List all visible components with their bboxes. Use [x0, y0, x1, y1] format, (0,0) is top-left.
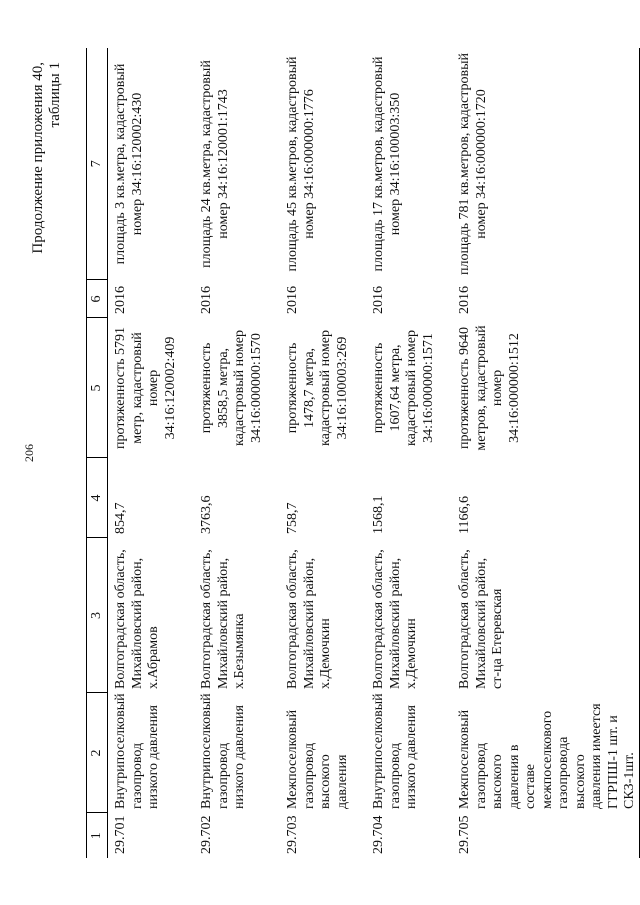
register-table	[86, 48, 640, 858]
row-id: 29.703	[285, 815, 300, 854]
table-row	[108, 48, 195, 858]
object-location: Волгоградская область, Михайловский район, х.Безымянка	[199, 549, 247, 689]
object-year: 2016	[452, 280, 639, 318]
object-note: площадь 781 кв.метров, кадастровый номер 34:16:000000:1720	[452, 48, 639, 280]
object-description: протяженность 5791 метр, кадастровый номер 34:16:120002:409	[113, 327, 178, 449]
continuation-caption: Продолжение приложения 40, таблицы 1	[30, 62, 63, 254]
object-description: протяженность 9640 метров, кадастровый номер 34:16:000000:1512	[452, 318, 639, 458]
row-id: 29.705	[452, 813, 639, 858]
object-value: 854,7	[113, 502, 128, 534]
column-number: 1	[87, 813, 108, 858]
object-description: протяженность 1478,7 метра, кадастровый номер 34:16:100003:269	[285, 330, 350, 446]
page-number: 206	[22, 444, 36, 462]
rotated-page-content	[30, 48, 640, 858]
table-row	[280, 48, 366, 858]
object-year: 2016	[199, 286, 214, 314]
object-year: 2016	[371, 286, 386, 314]
table-row	[452, 48, 639, 858]
row-id: 29.704	[371, 815, 386, 854]
column-number: 5	[87, 318, 108, 458]
table-row	[194, 48, 280, 858]
column-number: 6	[87, 280, 108, 318]
object-description: протяженность 1607,64 метра, кадастровый номер 34:16:000000:1571	[371, 330, 436, 446]
column-number: 3	[87, 538, 108, 693]
object-year: 2016	[113, 286, 128, 314]
column-number: 7	[87, 48, 108, 280]
object-location: Волгоградская область, Михайловский район, ст-ца Етеревская	[452, 538, 639, 693]
row-id: 29.702	[199, 815, 214, 854]
row-id: 29.701	[113, 815, 128, 854]
object-value: 1568,1	[371, 495, 386, 534]
object-note: площадь 45 кв.метров, кадастровый номер 34:16:000000:1776	[285, 56, 317, 272]
table-row	[366, 48, 452, 858]
object-value: 1166,6	[452, 458, 639, 538]
object-name: Внутрипоселковый газопровод низкого давления	[371, 693, 419, 809]
object-name: Межпоселковый газопровод высокого давления	[285, 709, 350, 809]
object-value: 3763,6	[199, 495, 214, 534]
object-name: Внутрипоселковый газопровод низкого давления	[199, 693, 247, 809]
object-name: Внутрипоселковый газопровод низкого давления	[113, 693, 161, 809]
object-note: площадь 17 кв.метров, кадастровый номер 34:16:100003:350	[371, 56, 403, 272]
object-description: протяженность 3858,5 метра, кадастровый номер 34:16:000000:1570	[199, 330, 264, 446]
object-name: Межпоселковый газопровод высокого давления в составе межпоселкового газопровода высокого давления имеется ГГРПШ-1 шт. и СКЗ-1шт.	[452, 693, 639, 813]
column-numbers-row	[87, 48, 108, 858]
object-note: площадь 3 кв.метра, кадастровый номер 34:16:120002:430	[113, 63, 145, 265]
object-location: Волгоградская область, Михайловский район, х.Демочкин	[285, 549, 333, 689]
column-number: 4	[87, 458, 108, 538]
object-note: площадь 24 кв.метра, кадастровый номер 34:16:120001:1743	[199, 60, 231, 268]
column-number: 2	[87, 693, 108, 813]
object-year: 2016	[285, 286, 300, 314]
object-location: Волгоградская область, Михайловский район, х.Демочкин	[371, 549, 419, 689]
object-location: Волгоградская область, Михайловский район, х.Абрамов	[113, 549, 161, 689]
object-value: 758,7	[285, 502, 300, 534]
